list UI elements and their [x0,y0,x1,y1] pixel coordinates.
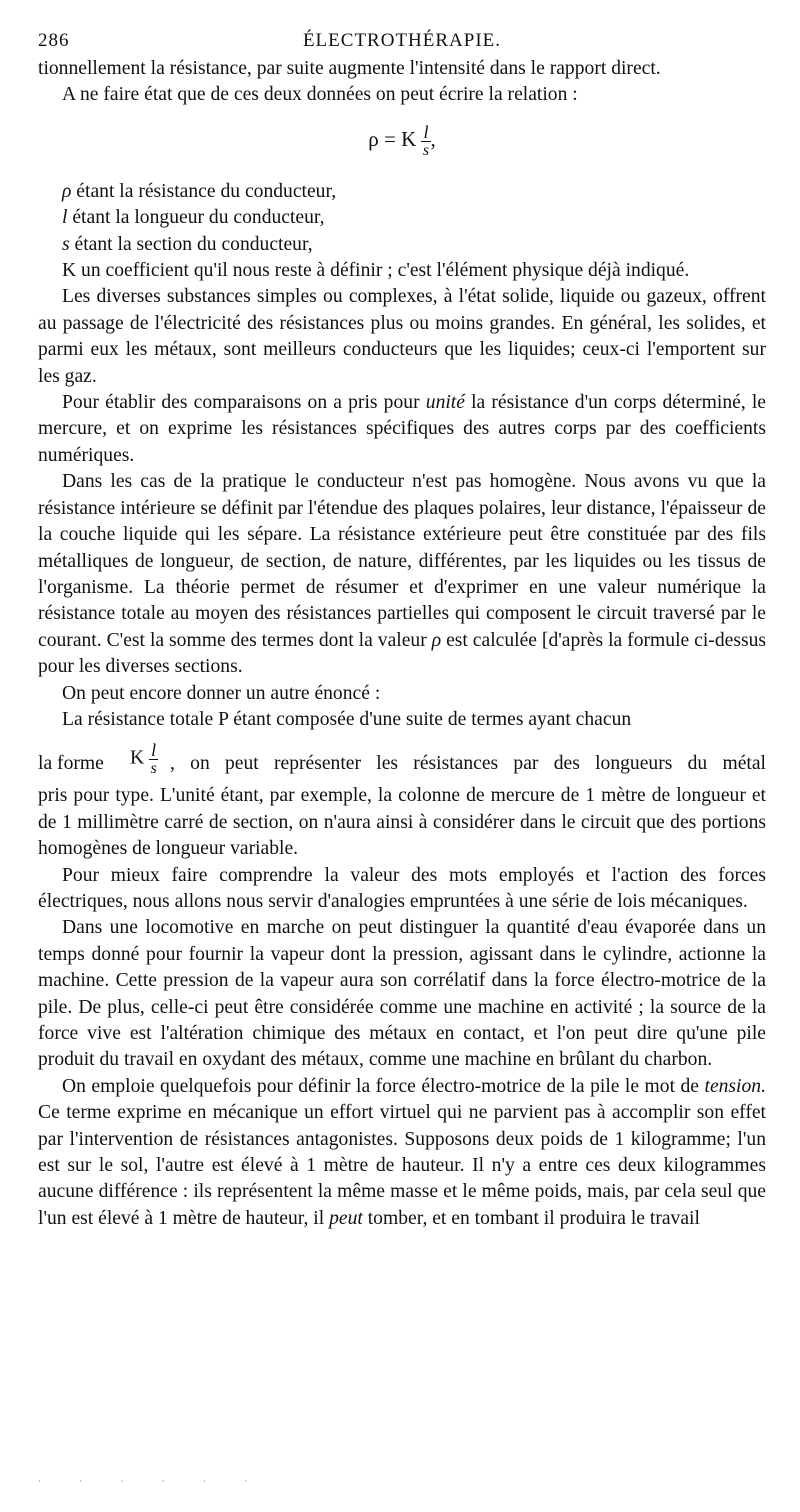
formula-equals: = [383,126,396,151]
resistance-formula [38,109,766,179]
symbol-rho-inline: ρ [431,629,442,651]
definition-k: K un coefficient qu'il nous reste à définir ; c'est l'élément physique déjà indiqué. [62,260,690,282]
paragraph-other-statement: On peut encore donner un autre énoncé : [62,682,381,704]
formula-coefficient: K [401,126,417,151]
emphasis-unite: unité [425,392,465,414]
page-body [38,56,766,1232]
paragraph-locomotive: Dans une locomotive en marche on peut distinguer la quantité d'eau évaporée dans un temps donné pour fournir la vapeur dont la pression, agissant dans le cylindre, actionne la machine. Cette pression de la vapeur aura son corrélatif dans la force électro-motrice de la pile. De plus, celle-ci peut être considérée comme une machine en activité ; la source de la force vive est l'altération chimique des métaux en contact, et l'on peut dire qu'une pile produit du travail en oxydant des métaux, comme une machine en brûlant du charbon. [38,917,766,1071]
scan-artifact-dots: · · · · · · [38,1476,266,1486]
paragraph-relation-intro: A ne faire état que de ces deux données on peut écrire la relation : [62,84,578,106]
formula-trailing-comma: , [430,126,436,151]
symbol-s: s [62,233,70,255]
definition-l-text: étant la longueur du conducteur, [67,207,325,229]
paragraph-total-resistance: La résistance totale P étant composée d'une suite de termes ayant chacun [62,708,632,730]
emphasis-peut: peut [329,1207,363,1229]
inline-formula-numerator: l [151,740,157,761]
paragraph-comparisons [38,390,766,469]
formula-fraction [421,123,430,159]
running-head: ÉLECTROTHÉRAPIE. [302,30,502,51]
paragraph-continuation: tionnellement la résistance, par suite augmente l'intensité dans le rapport direct. [38,58,661,79]
text-run: Ce terme exprime en mécanique un effort virtuel qui ne parvient pas à accomplir son effet par l'intervention de résistances antagonistes. Supposons deux poids de 1 kilogramme; l'un est sur le sol, l'autre est élevé à 1 mètre de hauteur. Il n'y a entre ces deux kilogrammes aucune différence : ils représentent la même masse et le même poids, mais, par cela seul que l'un est élevé à 1 mètre de hauteur, il [38,1102,766,1229]
formula-denominator: s [422,141,430,159]
paragraph-substances: Les diverses substances simples ou complexes, à l'état solide, liquide ou gazeux, offrent au passage de l'électricité des résistances plus ou moins grandes. En général, les solides, et parmi eux les métaux, sont meilleurs conducteurs que les liquides; ceux-ci l'emportent sur les gaz. [38,286,766,387]
page-number: 286 [38,30,70,51]
emphasis-tension: tension. [704,1075,766,1097]
inline-formula-line [38,733,766,783]
paragraph-practice [38,469,766,680]
text-run: la résistance d'un corps déterminé, le mercure, et on exprime les résistances spécifiques des autres corps par des coefficients numériques. [38,392,767,466]
inline-formula-tail: , on peut représenter les résistances par des longueurs du métal [170,753,766,775]
definition-l [38,205,766,231]
definition-s [38,232,766,258]
inline-formula-denominator: s [150,760,157,778]
definition-rho [38,179,766,205]
text-run: On emploie quelquefois pour définir la force électro-motrice de la pile le mot de [62,1075,705,1097]
symbol-l: l [62,207,68,229]
symbol-rho: ρ [62,180,72,202]
formula-rho: ρ [368,126,379,151]
formula-numerator: l [423,121,429,142]
inline-formula-fraction [149,741,158,777]
text-run: Dans les cas de la pratique le conducteur n'est pas homogène. Nous avons vu que la résistance intérieure se définit par l'étendue des plaques polaires, leur distance, l'épaisseur de la couche liquide qui les sépare. La résistance extérieure peut être constituée par des fils métalliques de longueur, de section, de nature, différentes, par les liquides ou les tissus de l'organisme. La théorie permet de résumer et d'exprimer en une valeur numérique la résistance totale au moyen des résistances partielles qui composent le circuit traversé par le courant. C'est la somme des termes dont la valeur [38,471,766,651]
text-run: tomber, et en tombant il produira le travail [362,1207,700,1229]
definition-s-text: étant la section du conducteur, [69,233,313,255]
definition-rho-text: étant la résistance du conducteur, [71,180,337,202]
page-header [38,28,766,56]
inline-formula [130,741,158,777]
paragraph-analogies: Pour mieux faire comprendre la valeur des mots employés et l'action des forces électriques, nous allons nous servir d'analogies empruntées à une série de lois mécaniques. [38,864,766,912]
paragraph-tension [38,1074,766,1232]
inline-formula-lead: la forme [38,753,104,775]
inline-formula-coefficient: K [130,747,145,769]
text-run: est calculée [d'après la formule ci-dessus pour les diverses sections. [38,629,767,678]
paragraph-unit-example: pris pour type. L'unité étant, par exemple, la colonne de mercure de 1 mètre de longueur et de 1 millimètre carré de section, on n'aura ainsi à considérer dans le circuit que des portions homogènes de longueur variable. [38,785,766,860]
text-run: Pour établir des comparaisons on a pris pour [62,392,426,414]
